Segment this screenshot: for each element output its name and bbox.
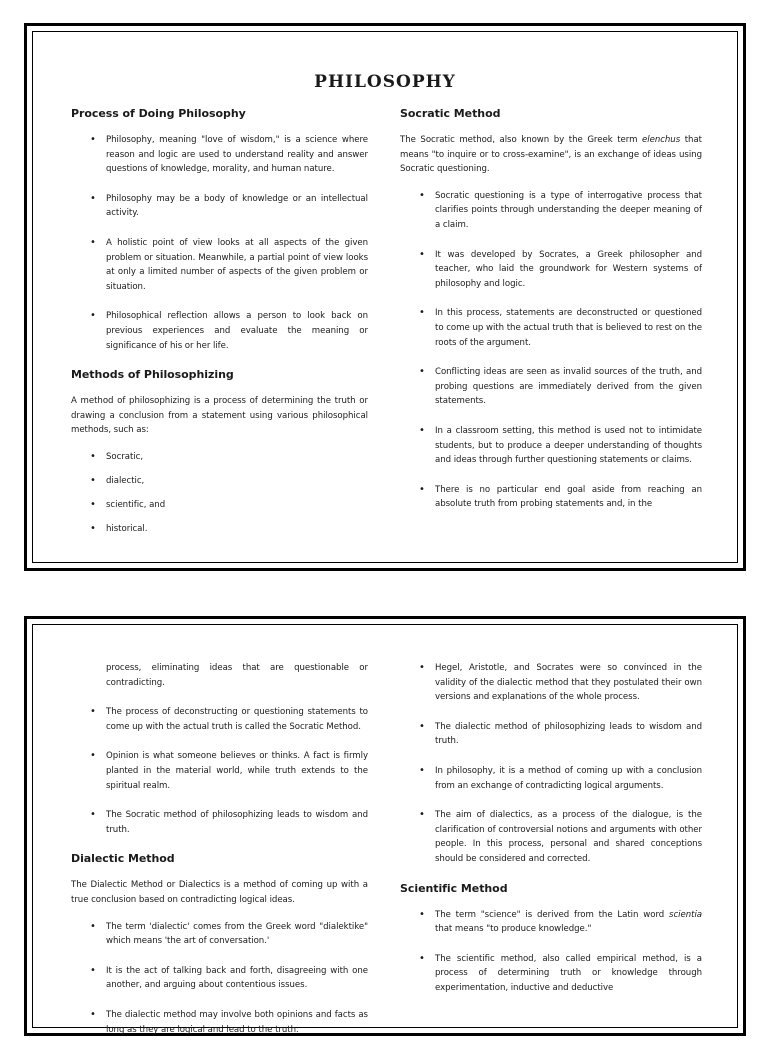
heading-dialectic-method: Dialectic Method [71,852,175,866]
bullet-list [71,705,368,837]
right-column [400,661,702,1011]
list-item: • The dialectic method of philosophizing leads to wisdom and truth. [435,720,702,749]
text-run: The term "science" is derived from the Latin word [435,909,665,920]
bullet-list [71,133,368,353]
text-run: that means "to produce knowledge." [435,924,592,935]
left-column [71,661,368,1052]
list-item: • The term 'dialectic' comes from the Greek word "dialektike" which means 'the art of conversation.' [106,920,368,949]
list-item [435,908,702,937]
text-run: The Socratic method, also known by the Greek term [400,135,638,145]
list-item: • Conflicting ideas are seen as invalid sources of the truth, and probing questions are immediately derived from the given statements. [435,365,702,409]
list-item: • Philosophy may be a body of knowledge or an intellectual activity. [106,192,368,221]
list-item: • scientific, and [106,498,368,513]
list-item: • It was developed by Socrates, a Greek philosopher and teacher, who laid the groundwork for Western systems of philosophy and logic. [435,248,702,292]
list-item: • There is no particular end goal aside from reaching an absolute truth from probing statements and, in the [435,483,702,512]
heading-scientific-method: Scientific Method [400,881,508,895]
paragraph: A method of philosophizing is a process of determining the truth or drawing a conclusion from a statement using various philosophical methods, such as: [71,396,368,436]
paragraph: The Dialectic Method or Dialectics is a method of coming up with a true conclusion based on contradicting logical ideas. [71,880,368,905]
bullet-list [400,189,702,512]
continued-text: process, eliminating ideas that are questionable or contradicting. [106,663,368,688]
methods-list [71,450,368,537]
list-item: • In this process, statements are deconstructed or questioned to come up with the actual truth that is believed to rest on the roots of the argument. [435,306,702,350]
bullet-list [400,661,702,867]
page-title: PHILOSOPHY [314,72,456,92]
list-item: • In philosophy, it is a method of coming up with a conclusion from an exchange of contradicting logical arguments. [435,764,702,793]
list-item: • It is the act of talking back and forth, disagreeing with one another, and arguing about contentious issues. [106,964,368,993]
list-item: • The Socratic method of philosophizing leads to wisdom and truth. [106,808,368,837]
list-item: • dialectic, [106,474,368,489]
paragraph [400,133,702,177]
list-item: • In a classroom setting, this method is used not to intimidate students, but to produce a deeper understanding of thoughts and ideas through further questioning statements or claims. [435,424,702,468]
bullet-list [400,908,702,996]
document-page-2 [24,616,746,1036]
left-column [71,107,368,546]
list-item: • Philosophy, meaning "love of wisdom," is a science where reason and logic are used to understand reality and answer questions of knowledge, morality, and human nature. [106,133,368,177]
list-item: • The dialectic method may involve both opinions and facts as long as they are logical and lead to the truth. [106,1008,368,1037]
list-item: • Hegel, Aristotle, and Socrates were so convinced in the validity of the dialectic method that they postulated their own versions and explanations of the whole process. [435,661,702,705]
heading-socratic-method: Socratic Method [400,107,501,120]
right-column [400,107,702,527]
list-item: • A holistic point of view looks at all aspects of the given problem or situation. Meanwhile, a partial point of view looks at only a limited number of aspects of the given problem or situation. [106,236,368,294]
list-item: • Socratic, [106,450,368,465]
heading-process-of-doing-philosophy: Process of Doing Philosophy [71,107,246,120]
list-item: • historical. [106,522,368,537]
bullet-list [71,920,368,1038]
list-item: • The aim of dialectics, as a process of the dialogue, is the clarification of controversial notions and arguments with other people. In this process, personal and shared conceptions should be considered and corrected. [435,808,702,866]
text-run: that means "to inquire or to cross-examine", is an exchange of ideas using Socratic questioning. [400,135,702,175]
document-page-1 [24,23,746,571]
list-item: • The scientific method, also called empirical method, is a process of determining truth or knowledge through experimentation, inductive and deductive [435,952,702,996]
list-item: • Socratic questioning is a type of interrogative process that clarifies points through understanding the deeper meaning of a claim. [435,189,702,233]
heading-methods-of-philosophizing: Methods of Philosophizing [71,368,234,382]
list-item: • Opinion is what someone believes or thinks. A fact is firmly planted in the material world, while truth extends to the spiritual realm. [106,749,368,793]
italic-term: elenchus [642,135,681,145]
list-item: • The process of deconstructing or questioning statements to come up with the actual truth is called the Socratic Method. [106,705,368,734]
list-item: • Philosophical reflection allows a person to look back on previous experiences and evaluate the meaning or significance of his or her life. [106,309,368,353]
italic-term: scientia [669,909,702,920]
